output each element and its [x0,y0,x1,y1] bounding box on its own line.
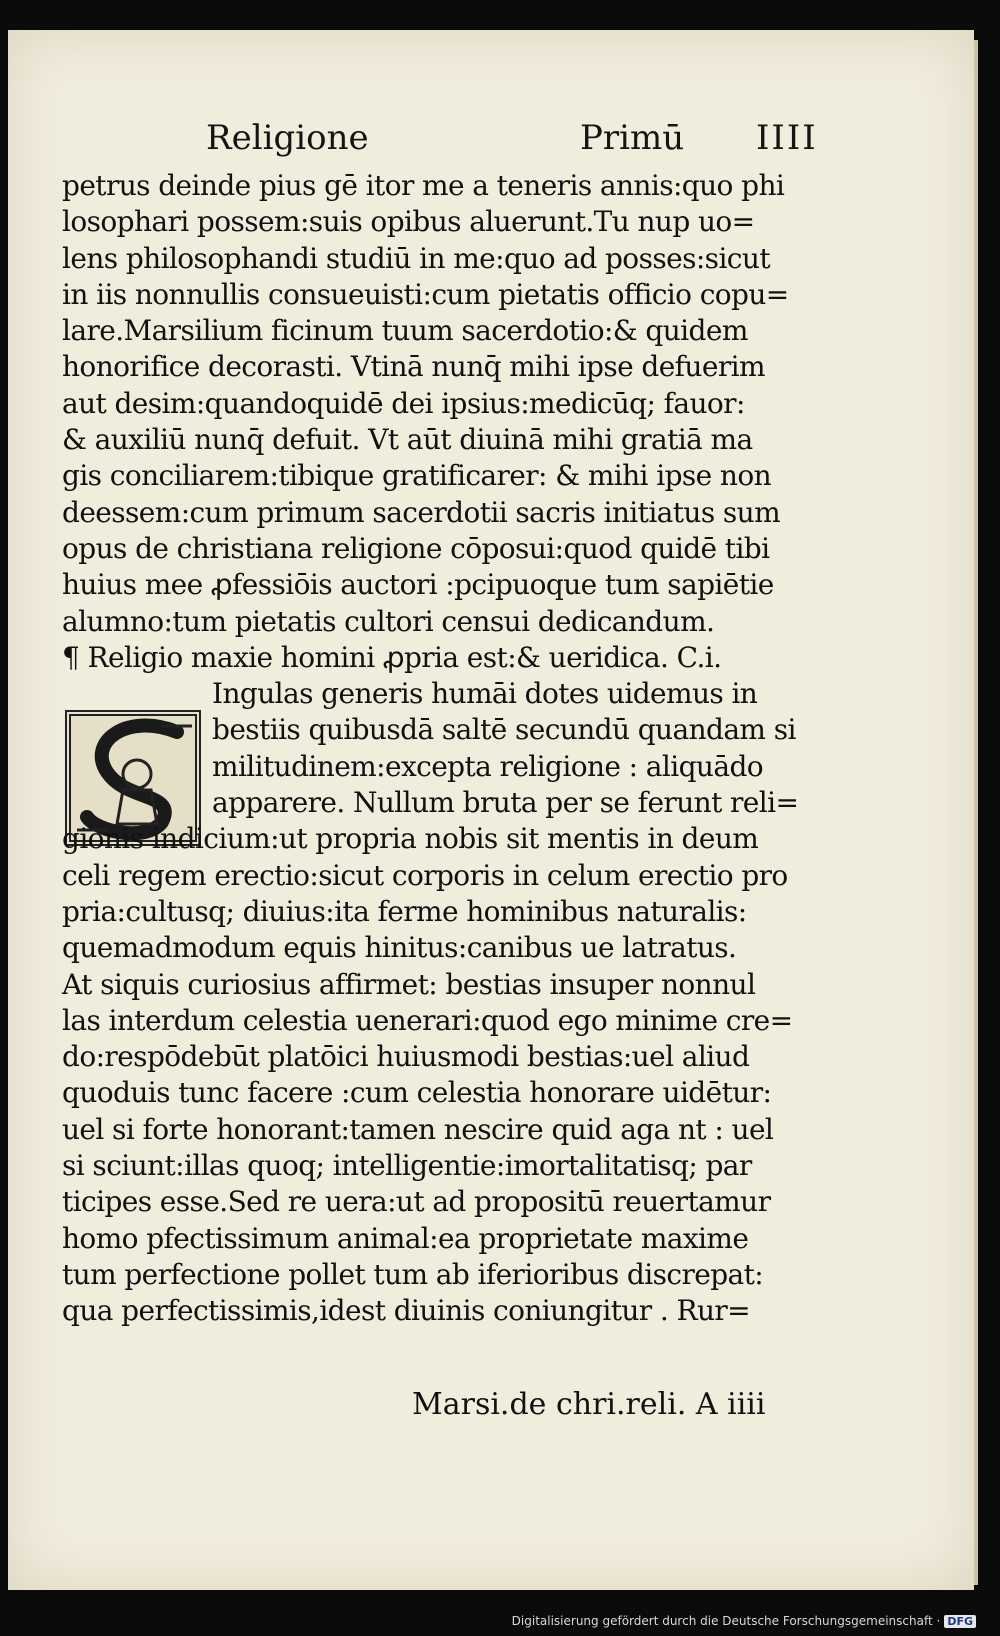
text-line: At siquis curiosius affirmet: bestias insuper nonnul [62,967,756,1001]
text-line: quemadmodum equis hinitus:canibus ue latratus. [62,931,737,965]
text-line: deessem:cum primum sacerdotii sacris initiatus sum [62,495,781,529]
text-line: ticipes esse.Sed re uera:ut ad propositū reuertamur [62,1185,771,1219]
text-line: aut desim:quandoquidē dei ipsius:medicūq; fauor: [62,386,745,420]
running-head-title: Religione [206,118,369,158]
text-line: uel si forte honorant:tamen nescire quid aga nt : uel [62,1112,774,1146]
text-line: bestiis quibusdā saltē secundū quandam si [212,713,796,747]
text-line: in iis nonnullis consueuisti:cum pietatis officio copu= [62,277,789,311]
body-text [62,168,882,1330]
text-line: quoduis tunc facere :cum celestia honorare uidētur: [62,1076,772,1110]
text-line: & auxiliū nunq̄ defuit. Vt aūt diuinā mihi gratiā ma [62,423,753,457]
chapter-heading: ¶ Religio maxie homini ꝓpria est:& ueridica. C.i. [62,640,722,674]
text-line: tum perfectione pollet tum ab iferioribus discrepat: [62,1257,764,1291]
text-line: apparere. Nullum bruta per se ferunt reli= [212,786,799,820]
text-line: si sciunt:illas quoq; intelligentie:imortalitatisq; par [62,1149,752,1183]
text-line: celi regem erectio:sicut corporis in celum erectio pro [62,858,788,892]
text-line: do:respōdebūt platōici huiusmodi bestias:uel aliud [62,1040,750,1074]
signature-mark: Marsi.de chri.reli. A iiii [412,1387,766,1422]
running-head [0,118,1000,168]
footer-text: Digitalisierung gefördert durch die Deutsche Forschungsgemeinschaft · [511,1614,941,1628]
text-line: Ingulas generis humāi dotes uidemus in [212,677,758,711]
text-line: alumno:tum pietatis cultori censui dedicandum. [62,604,715,638]
running-head-folio: IIII [756,118,818,158]
text-line: losophari possem:suis opibus aluerunt.Tu nup uo= [62,205,755,239]
text-line: las interdum celestia uenerari:quod ego minime cre= [62,1003,793,1037]
text-line: huius mee ꝓfessiōis auctori :pcipuoque tum sapiētie [62,568,774,602]
text-line: lens philosophandi studiū in me:quo ad posses:sicut [62,241,770,275]
digitization-footer [512,1614,976,1628]
text-line: gis conciliarem:tibique gratificarer: & mihi ipse non [62,459,772,493]
text-line: honorifice decorasti. Vtinā nunq̄ mihi ipse defuerim [62,350,765,384]
text-line: petrus deinde pius gē itor me a teneris annis:quo phi [62,169,785,202]
dfg-logo-icon: DFG [944,1615,976,1628]
text-line: gionis indicium:ut propria nobis sit mentis in deum [62,822,759,856]
page-edge [974,40,978,1585]
text-line: homo pfectissimum animal:ea proprietate maxime [62,1221,749,1255]
text-line: lare.Marsilium ficinum tuum sacerdotio:& quidem [62,314,748,348]
running-head-book: Primū [580,118,685,158]
text-line: opus de christiana religione cōposui:quod quidē tibi [62,531,770,565]
text-line: pria:cultusq; diuius:ita ferme hominibus naturalis: [62,894,747,928]
text-line: militudinem:excepta religione : aliquādo [212,749,764,783]
text-line: qua perfectissimis,idest diuinis coniungitur . Rur= [62,1294,751,1328]
